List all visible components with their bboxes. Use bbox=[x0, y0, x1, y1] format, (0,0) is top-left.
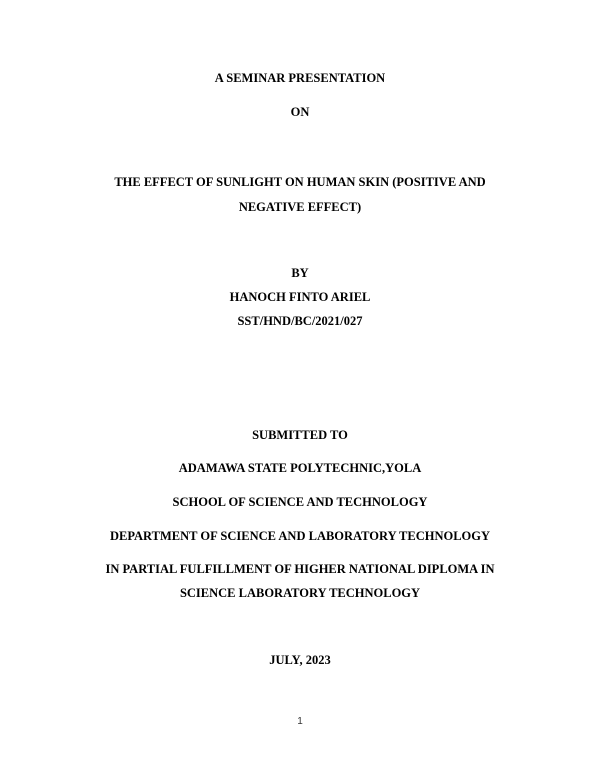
fulfillment-line-1: IN PARTIAL FULFILLMENT OF HIGHER NATIONAL DIPLOMA IN bbox=[105, 562, 495, 576]
fulfillment-line-2: SCIENCE LABORATORY TECHNOLOGY bbox=[179, 586, 421, 600]
heading: A SEMINAR PRESENTATION bbox=[214, 71, 386, 85]
title-line-2: NEGATIVE EFFECT) bbox=[238, 200, 362, 214]
author-name: HANOCH FINTO ARIEL bbox=[229, 290, 371, 304]
by-label: BY bbox=[291, 266, 309, 280]
submitted-to-label: SUBMITTED TO bbox=[252, 428, 348, 442]
matric-number: SST/HND/BC/2021/027 bbox=[237, 314, 363, 328]
page-number: 1 bbox=[297, 716, 303, 727]
date: JULY, 2023 bbox=[269, 653, 331, 667]
on-label: ON bbox=[290, 105, 310, 119]
institution: ADAMAWA STATE POLYTECHNIC,YOLA bbox=[178, 461, 422, 475]
school: SCHOOL OF SCIENCE AND TECHNOLOGY bbox=[172, 495, 428, 509]
title-line-1: THE EFFECT OF SUNLIGHT ON HUMAN SKIN (POSITIVE AND bbox=[114, 175, 486, 189]
department: DEPARTMENT OF SCIENCE AND LABORATORY TECHNOLOGY bbox=[109, 529, 491, 543]
